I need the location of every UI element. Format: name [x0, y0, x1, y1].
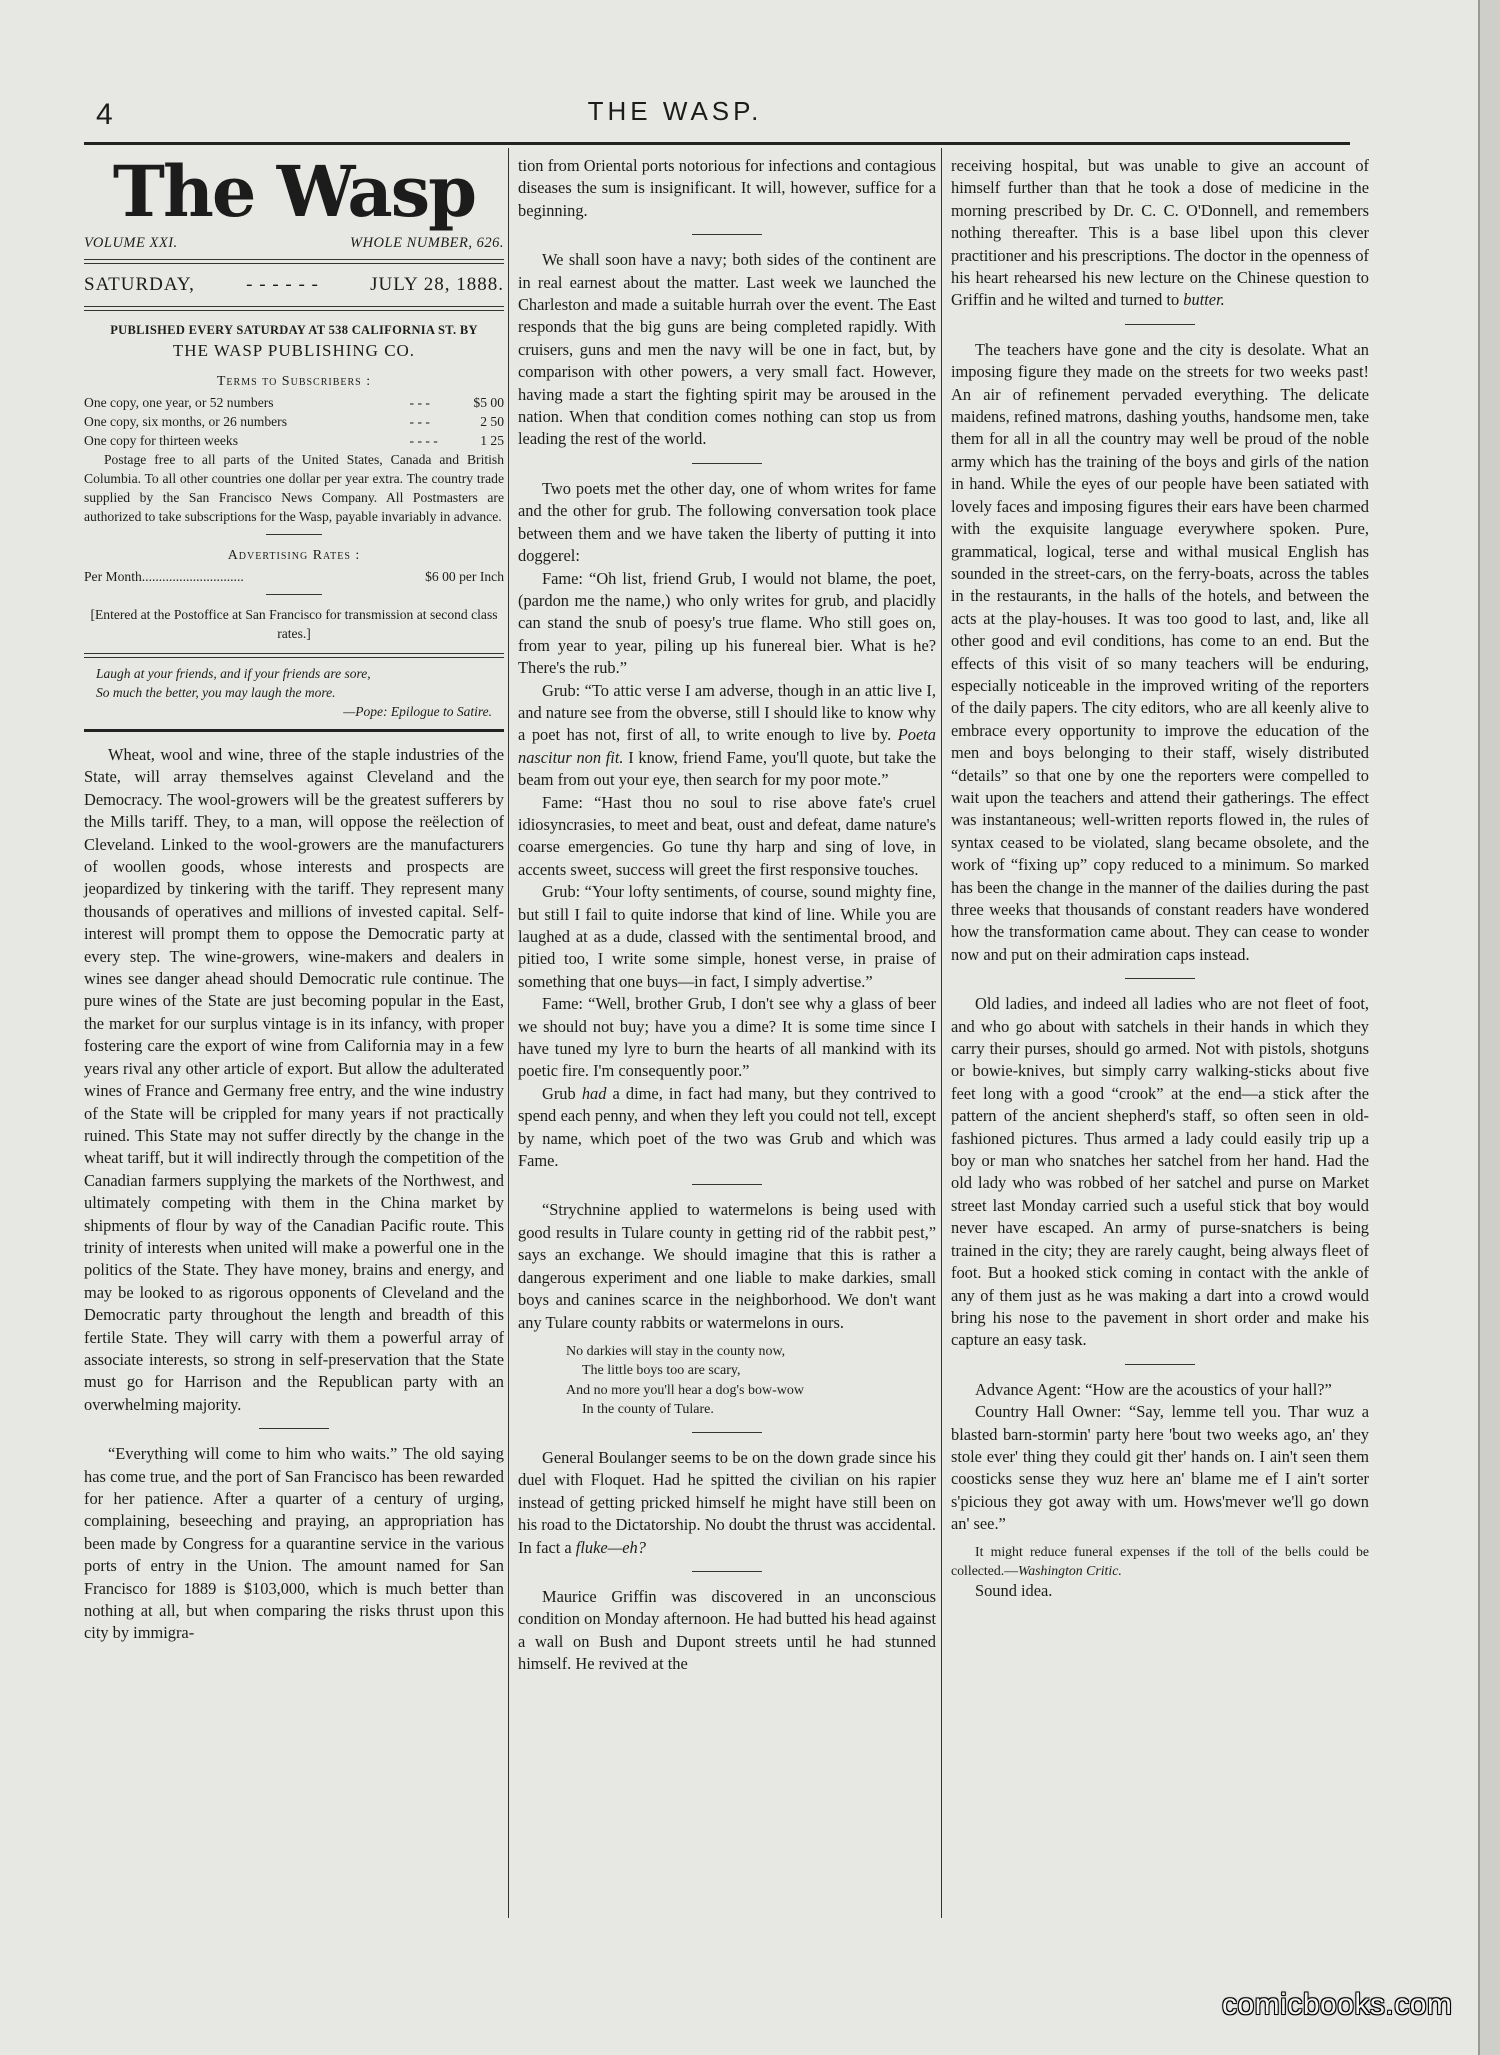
- rule: [84, 306, 504, 311]
- terms-row: [84, 431, 504, 450]
- article-paragraph: Grub: “Your lofty sentiments, of course, sound mighty fine, but still I fail to quite indorse that kind of line. While you are laughed at as a dude, classed with the sentimental brood, and pitied too, I write some simple, honest verse, in praise of something that one buys—in fact, I simply advertise.”: [518, 882, 936, 991]
- terms-label: One copy, one year, or 52 numbers: [84, 395, 274, 410]
- terms-price: 1 25: [480, 433, 504, 448]
- terms-label: One copy, six months, or 26 numbers: [84, 414, 288, 429]
- text-run-italic: had: [581, 1083, 607, 1103]
- terms-dots: - - - -: [409, 433, 438, 448]
- article-paragraph: tion from Oriental ports notorious for infections and contagious diseases the sum is insignificant. It will, however, suffice for a beginning.: [518, 156, 936, 220]
- quoted-quip: [951, 1542, 1369, 1580]
- postage-note: Postage free to all parts of the United States, Canada and British Columbia. To all other countries one dollar per year extra. The country trade supplied by the San Francisco News Company. All Postmasters are authorized to take subscriptions for the Wasp, payable invariably in advance.: [84, 452, 504, 524]
- masthead-bottom-rule: [84, 729, 504, 732]
- text-run-italic: butter.: [1183, 290, 1225, 310]
- separator: [692, 463, 762, 464]
- verse: [518, 1342, 936, 1420]
- article-paragraph: [518, 1083, 936, 1173]
- text-run-italic: Poeta nascitur non fit.: [518, 725, 936, 767]
- column-rule: [941, 148, 942, 1918]
- epigraph-attribution: —Pope: Epilogue to Satire.: [343, 704, 492, 719]
- terms-dots: - - -: [409, 395, 430, 410]
- rule: [84, 259, 504, 264]
- article-paragraph: Maurice Griffin was discovered in an unconscious condition on Monday afternoon. He had butted his head against a wall on Bush and Dupont streets until he had stunned himself. He revived at the: [518, 1586, 936, 1674]
- verse-line: The little boys too are scary,: [582, 1363, 741, 1379]
- terms-label: One copy for thirteen weeks: [84, 433, 239, 448]
- date-dashes: - - - - - -: [246, 274, 319, 295]
- column-1: [84, 150, 504, 1645]
- article-paragraph: “Everything will come to him who waits.” The old saying has come true, and the port of San Francisco has been rewarded for her patience. After a quarter of a century of urging, complaining, beseeching and praying, an appropriation has been made by Congress for a quarantine service in the various ports of entry in the Union. The amount named for San Francisco for 1889 is $103,000, which is much better than nothing at all, but when comparing the risks thrust upon this city by immigra-: [84, 1444, 504, 1643]
- date-line: [84, 270, 504, 300]
- masthead-title: The Wasp: [112, 150, 476, 233]
- separator: [1125, 978, 1195, 979]
- epigraph-line: Laugh at your friends, and if your friends are sore,: [96, 666, 371, 681]
- advertising-dots: ..............................: [141, 569, 244, 584]
- advertising-label: Per Month: [84, 569, 142, 584]
- article-paragraph: Country Hall Owner: “Say, lemme tell you. Thar wuz a blasted barn-stormin' party here 'bout two weeks ago, an' they stole ever' thing they could git ther' hands on. I ain't seen them coosticks sense they wuz here an' blame me ef I ain't sorter s'picious they got away with um. Hows'mever we'll go down an' see.”: [951, 1402, 1369, 1534]
- article-paragraph: Old ladies, and indeed all ladies who are not fleet of foot, and who go about with satchels in their hands in which they carry their purses, should go armed. Not with pistols, shotguns or bowie-knives, but simply carry walking-sticks about five feet long with a good “crook” at the end—a stick after the pattern of the ancient shepherd's staff, so often seen in old-fashioned pictures. Thus armed a lady could easily trip up a boy or man who snatches her satchel from her hand. Had the old lady who was robbed of her satchel and purse on Market street last Monday carried such a useful stick that boy would never have escaped. An army of purse-snatchers is being trained in the city; they are rarely caught, being always fleet of foot. But a hooked stick coming in contact with the ankle of any of them just as he was making a dart into a crowd would bring his nose to the pavement in short order and make his capture an easy task.: [951, 994, 1369, 1350]
- separator: [692, 1571, 762, 1572]
- separator: [692, 1432, 762, 1433]
- separator: [1125, 324, 1195, 325]
- masthead: [84, 150, 504, 732]
- whole-number: WHOLE NUMBER, 626.: [350, 235, 504, 251]
- page-number: 4: [96, 98, 113, 131]
- terms-dots: - - -: [409, 414, 430, 429]
- text-run-italic: fluke—eh?: [575, 1537, 646, 1557]
- verse-line: And no more you'll hear a dog's bow-wow: [566, 1382, 804, 1398]
- text-run: Grub: “To attic verse I am adverse, though in an attic live I, and nature see from the obverse, still I should like to know why a poet has not, first of all, to write enough to live by.: [518, 680, 936, 745]
- verse-line: In the county of Tulare.: [582, 1402, 714, 1418]
- page-edge: [1478, 0, 1500, 2055]
- separator: [266, 534, 322, 535]
- separator: [692, 234, 762, 235]
- rule: [84, 653, 504, 658]
- column-2: [518, 155, 936, 1676]
- text-run: a dime, in fact had many, but they contrived to spend each penny, and when they left you could not tell, except by name, which poet of the two was Grub and which was Fame.: [518, 1083, 936, 1171]
- text-run-italic: Washington Critic.: [1018, 1562, 1122, 1578]
- text-run: It might reduce funeral expenses if the toll of the bells could be collected.—: [951, 1543, 1369, 1578]
- article-paragraph: [518, 1447, 936, 1559]
- advertising-line: [84, 567, 504, 586]
- article-paragraph: Wheat, wool and wine, three of the staple industries of the State, will array themselves against Cleveland and the Democracy. The wool-growers will be the greatest sufferers by the Mills tariff. They, to a man, will oppose the reëlection of Cleveland. Linked to the wool-growers are the manufacturers of woollen goods, whose interests and prospects are jeopardized by tinkering with the tariff. They represent many thousands of operatives and millions of invested capital. Self-interest will prompt them to oppose the Democratic party at every step. The wine-growers, wine-makers and dealers in wines see danger ahead should Democratic rule continue. The pure wines of the State are just becoming popular in the East, the market for our surplus vintage is in its infancy, with proper fostering care the export of wine from California may in a few years rival any other article of export. But allow the adulterated wines of France and Germany free entry, and the wine industry of the State will be crippled for many years if not practically ruined. This State may not suffer directly by the change in the wheat tariff, but it will indirectly through the competition of the Canadian farmers supplying the markets of the Northwest, and ultimately competing with them in the China market by shipments of flour by way of the Canadian Pacific route. This trinity of interests when united will make a powerful one in the politics of the State. They have money, brains and energy, and may be looked to as rigorous opponents of Cleveland and the Democratic party throughout the length and breadth of this fertile State. They will carry with them a powerful array of associate interests, so strong in self-preservation that the State must go for Harrison and the Republican party with an overwhelming majority.: [84, 745, 504, 1414]
- text-run: General Boulanger seems to be on the down grade since his duel with Floquet. Had he spitted the civilian on his rapier instead of getting pricked himself he might have still been on his road to the Dictatorship. No doubt the thrust was accidental. In fact a: [518, 1447, 936, 1557]
- article-paragraph: [518, 680, 936, 792]
- article-paragraph: Fame: “Oh list, friend Grub, I would not blame, the poet, (pardon me the name,) who only writes for grub, and placidly can stand the snub of poesy's true flame. Who still goes on, from year to year, piling up his funereal bier. What is he? There's the rub.”: [518, 568, 936, 678]
- article-paragraph: Two poets met the other day, one of whom writes for fame and the other for grub. The following conversation took place between them and we have taken the liberty of putting it into doggerel:: [518, 478, 936, 566]
- advertising-price: $6 00 per Inch: [425, 569, 504, 584]
- article-paragraph: Fame: “Hast thou no soul to rise above fate's cruel idiosyncrasies, to meet and beat, oust and defeat, dame nature's coarse emergencies. Go tune thy harp and sing of love, in accents sweet, success will greet the first responsive touches.: [518, 792, 936, 879]
- separator: [1125, 1364, 1195, 1365]
- volume-line: [84, 233, 504, 253]
- publisher-name: THE WASP PUBLISHING CO.: [172, 341, 416, 360]
- text-run: receiving hospital, but was unable to give an account of himself further than that he took a dose of medicine in the morning prescribed by Dr. C. C. O'Donnell, and remembers nothing thereafter. This is a base libel upon this clever practitioner and his prescriptions. The doctor in the openness of his heart rehearsed his new lecture on the Chinese question to Griffin and he wilted and turned to: [951, 156, 1369, 310]
- terms-row: [84, 412, 504, 431]
- text-run: Grub: [542, 1083, 582, 1103]
- column-3: [951, 155, 1369, 1602]
- epigraph: [84, 664, 504, 721]
- running-title: THE WASP.: [587, 96, 763, 126]
- terms-heading: Terms to Subscribers :: [216, 374, 372, 389]
- issue-day: SATURDAY,: [84, 274, 195, 295]
- article-paragraph: [951, 155, 1369, 312]
- verse-line: No darkies will stay in the county now,: [566, 1343, 786, 1359]
- header-rule: [84, 142, 1350, 145]
- epigraph-line: So much the better, you may laugh the more.: [96, 685, 336, 700]
- text-run: I know, friend Fame, you'll quote, but take the beam from out your eye, then search for my poor mote.”: [518, 747, 936, 790]
- advertising-heading: Advertising Rates :: [227, 548, 361, 563]
- published-line: PUBLISHED EVERY SATURDAY AT 538 CALIFORNIA ST. BY: [110, 323, 478, 337]
- terms-table: [84, 393, 504, 450]
- article-paragraph: The teachers have gone and the city is desolate. What an imposing figure they made on the streets for two weeks past! An air of refinement pervaded everything. The delicate maidens, refined matrons, dashing youths, handsome men, take them for all in all the country may well be proud of the noble army which has the training of the boys and girls of the nation in hand. While the eyes of our people have been satiated with lovely faces and imposing figures their ears have been charmed with the exquisite language everywhere spoken. Pure, grammatical, logical, terse and withal musical English has sounded in the street-cars, on the ferry-boats, across the tables in the restaurants, in the halls of the hotels, and between the acts at the play-houses. It was too good to last, and, like all other good and evil conditions, has come to an end. But the effects of this visit of so many teachers will be enduring, especially noticeable in the improved writing of the reporters of the daily papers. The city editors, who are all keenly alive to embrace every opportunity to improve the education of the men and boys belonging to their staff, wisely distributed “details” so that one by one the reporters were compelled to wait upon the teachers and attend their gatherings. The effect was instantaneous; well-written reports flowed in, the rules of syntax ceased to be violated, slang became obsolete, and the work of “fixing up” copy reduced to a minimum. So marked has been the change in the manner of the dailies during the past three weeks that thousands of constant readers have wondered how the transformation came about. They can cease to wonder now and put on their admiration caps instead.: [951, 339, 1369, 964]
- volume: VOLUME XXI.: [84, 235, 178, 251]
- terms-row: [84, 393, 504, 412]
- article-paragraph: Sound idea.: [975, 1580, 1053, 1600]
- article-paragraph: We shall soon have a navy; both sides of the continent are in real earnest about the matter. Last week we launched the Charleston and made a suitable hurrah over the event. The East responds that the big guns are being completed rapidly. With cruisers, guns and men the navy will be one in fact, but, by comparison with other powers, a very small fact. However, having made a start the fighting spirit may be aroused in the nation. When that condition comes nothing can stop us from leading the rest of the world.: [518, 250, 936, 449]
- article-paragraph: Advance Agent: “How are the acoustics of your hall?”: [975, 1379, 1332, 1399]
- watermark: comicbooks.com: [1222, 1988, 1453, 2021]
- article-paragraph: Fame: “Well, brother Grub, I don't see why a glass of beer we should not buy; have you a dime? It is some time since I have tuned my lyre to burn the hearts of all mankind with its poetic fire. I'm consequently poor.”: [518, 994, 936, 1081]
- entered-note: [Entered at the Postoffice at San Francisco for transmission at second class rates.]: [90, 607, 498, 641]
- separator: [259, 1428, 329, 1429]
- column-rule: [508, 148, 509, 1918]
- issue-date: JULY 28, 1888.: [370, 274, 504, 295]
- separator: [266, 594, 322, 595]
- terms-price: $5 00: [473, 395, 504, 410]
- terms-price: 2 50: [480, 414, 504, 429]
- article-paragraph: “Strychnine applied to watermelons is being used with good results in Tulare county in getting rid of the rabbit pest,” says an exchange. We should imagine that this is rather a dangerous experiment and one liable to make darkies, small boys and canines scarce in the neighborhood. We don't want any Tulare county rabbits or watermelons in ours.: [518, 1200, 936, 1332]
- separator: [692, 1184, 762, 1185]
